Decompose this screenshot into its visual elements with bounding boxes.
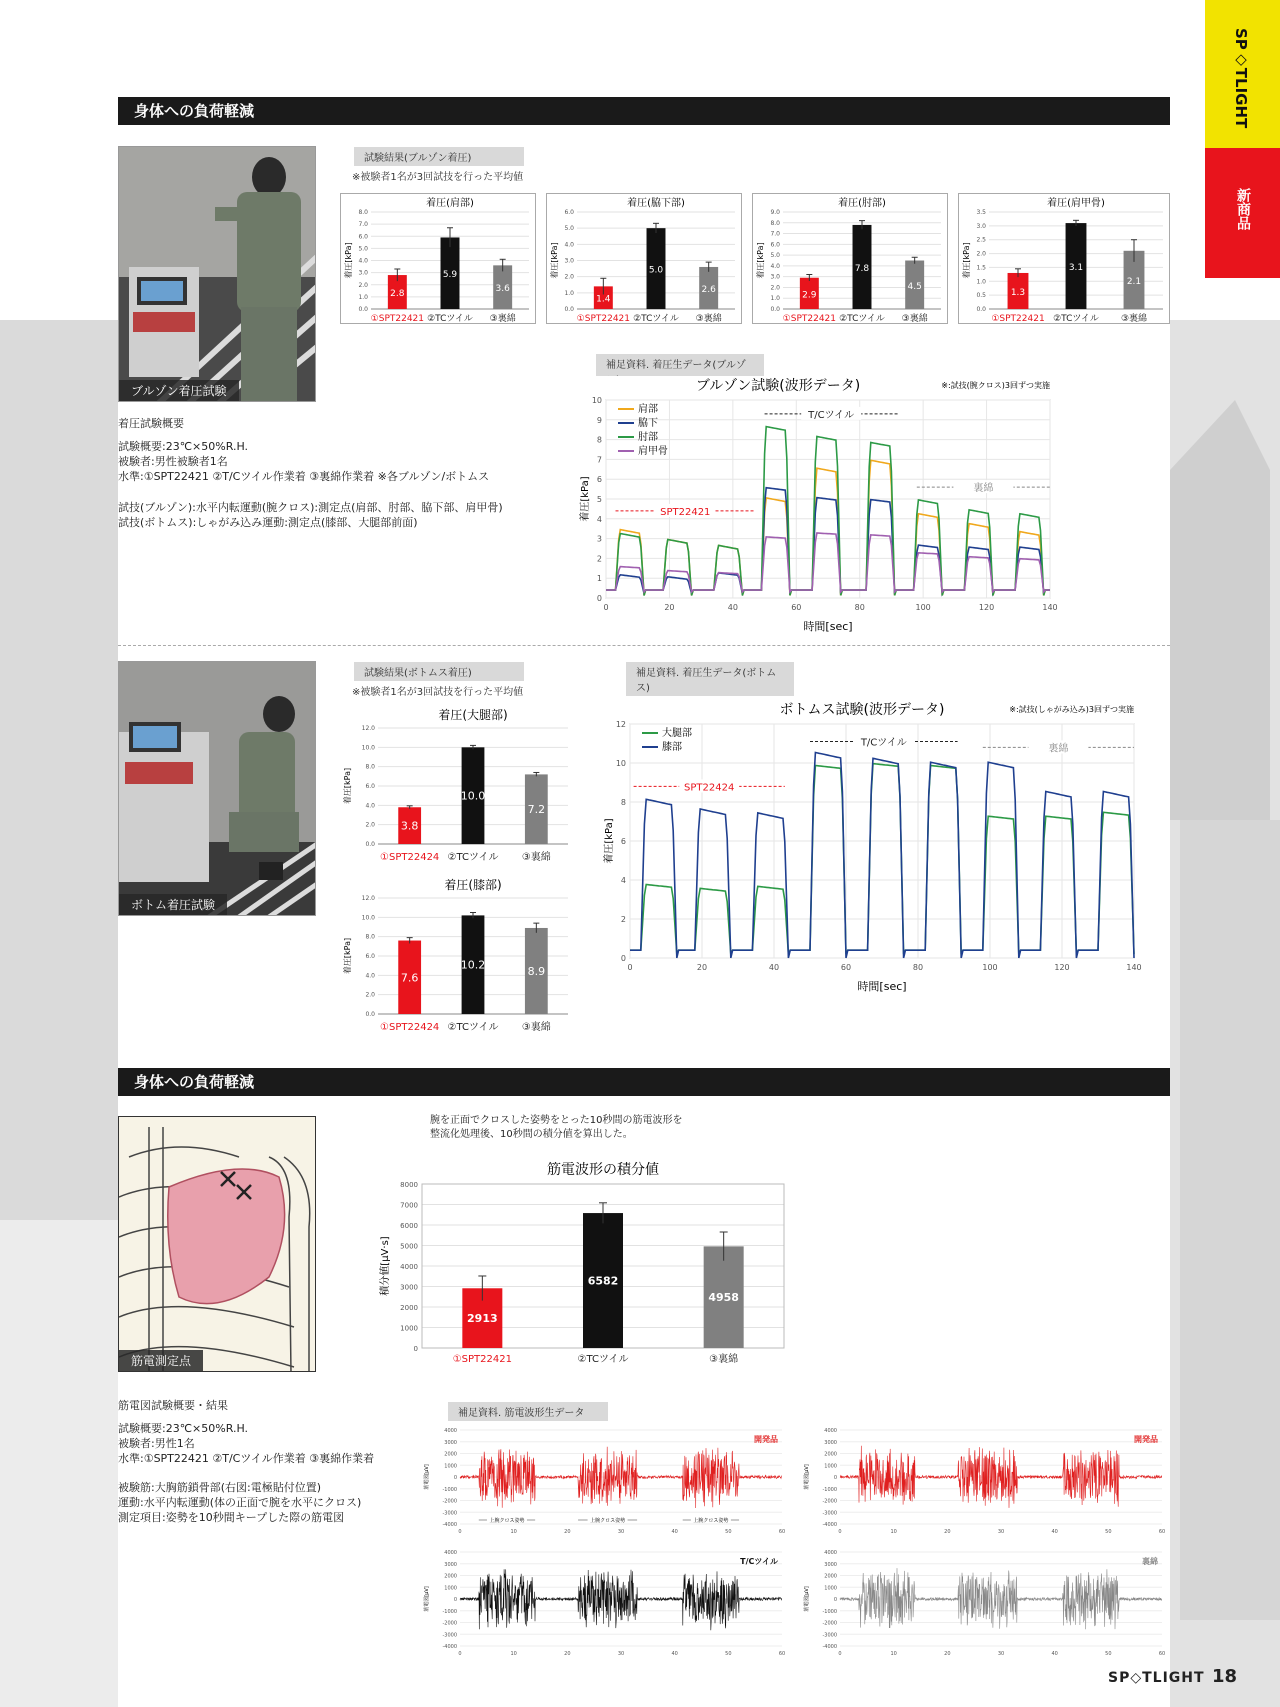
tick-label: -4000 [442, 1644, 457, 1650]
tick-label: 50 [1105, 1529, 1112, 1535]
tick-label: 20 [696, 963, 708, 972]
tick-label: 3 [596, 534, 602, 544]
tick-label: 12 [615, 720, 626, 729]
legend-label: 大腿部 [662, 728, 692, 739]
bottoms-results-note: ※被験者1名が3回試技を行った平均値 [352, 687, 524, 698]
tick-label: -3000 [442, 1510, 457, 1517]
category-label: ②TCツイル [839, 314, 885, 324]
tick-label: 120 [1054, 963, 1070, 972]
tick-label: 40 [671, 1529, 678, 1535]
chart-title: ボトムス試験(波形データ) [779, 702, 945, 718]
photo-caption: ブルゾン着圧試験 [119, 380, 239, 401]
tick-label: 10.0 [361, 744, 375, 752]
tick-label: 0 [458, 1529, 462, 1535]
emg-integral-chart [376, 1158, 794, 1380]
bar-chart-knee [340, 874, 576, 1034]
tick-label: 1000 [444, 1585, 457, 1592]
axis-label: 筋電図[μV] [804, 1464, 810, 1490]
data-label: 5.0 [648, 265, 664, 276]
emg-description [430, 1114, 683, 1142]
overview-line: 運動:水平内転運動(体の正面で腕を水平にクロス) [118, 1496, 362, 1509]
emg-description-line: 腕を正面でクロスした姿勢をとった10秒間の筋電波形を [430, 1115, 683, 1126]
section-title-1: 身体への負荷軽減 [118, 97, 1170, 125]
tick-label: 0.0 [564, 306, 574, 313]
chart-note: ※:試技(しゃがみ込み)3回ずつ実施 [1009, 705, 1134, 714]
tick-label: 10 [890, 1651, 897, 1657]
tick-label: 2.0 [770, 284, 780, 292]
tick-label: 4000 [824, 1428, 837, 1434]
tick-label: 0 [458, 1651, 462, 1657]
annotation-label: SPT22424 [684, 782, 735, 794]
tick-label: 4.0 [365, 972, 375, 980]
tick-label: 0.0 [365, 1011, 375, 1018]
bar-chart-thigh [340, 704, 576, 864]
tick-label: 1.5 [976, 264, 986, 272]
tick-label: 10 [615, 759, 626, 768]
tick-label: 1000 [824, 1585, 837, 1592]
tick-label: 2.5 [976, 236, 986, 244]
tick-label: 0 [838, 1529, 842, 1535]
tick-label: 4000 [444, 1428, 457, 1434]
data-label: 2.1 [1126, 276, 1142, 287]
overview-line: 試技(ボトムス):しゃがみ込み運動:測定点(膝部、大腿部前面) [118, 516, 418, 529]
tick-label: 3.5 [976, 209, 986, 216]
photo-caption: ボトム着圧試験 [119, 894, 227, 915]
tick-label: 8 [620, 798, 626, 807]
tick-label: 8.0 [365, 763, 375, 771]
tick-label: 2000 [824, 1573, 837, 1580]
tick-label: 2000 [444, 1451, 457, 1458]
tick-label: 1.0 [358, 293, 368, 301]
data-label: 6582 [587, 1274, 619, 1288]
category-label: ③裏綿 [695, 314, 722, 324]
data-label: 3.1 [1068, 263, 1084, 274]
annotation-label: T/Cツイル [808, 409, 855, 421]
axis-label: 着圧[kPa] [344, 242, 353, 279]
overview-heading: 筋電図試験概要・結果 [118, 1399, 228, 1412]
tick-label: -4000 [822, 1644, 837, 1650]
tick-label: 50 [1105, 1651, 1112, 1657]
tick-label: 5.0 [564, 225, 574, 233]
tick-label: 30 [997, 1651, 1005, 1657]
overview-line: 被験者:男性1名 [118, 1437, 195, 1450]
tick-label: 0.0 [358, 306, 368, 313]
tick-label: 50 [725, 1651, 732, 1657]
tick-label: 20 [944, 1651, 951, 1657]
data-label: 1.4 [596, 294, 611, 305]
category-label: ②TCツイル [633, 314, 679, 324]
axis-label: 筋電図[μV] [424, 1586, 430, 1612]
category-label: ①SPT22421 [782, 314, 837, 324]
panel-label: 開発品 [754, 1435, 778, 1444]
tick-label: 6.0 [358, 233, 368, 241]
axis-label: 着圧[kPa] [343, 937, 352, 975]
category-label: ②TCツイル [427, 314, 473, 324]
tick-label: 2.0 [564, 273, 574, 281]
tick-label: 5.0 [770, 252, 780, 260]
tick-label: 1.0 [770, 295, 780, 303]
axis-label: 時間[sec] [857, 980, 907, 993]
tick-label: -1000 [442, 1486, 457, 1493]
tick-label: 3000 [444, 1439, 457, 1446]
category-label: ①SPT22421 [576, 314, 631, 324]
axis-label: 筋電図[μV] [424, 1464, 430, 1490]
tick-label: 1.0 [564, 289, 574, 297]
tick-label: 2.0 [358, 281, 368, 289]
tick-label: 40 [1051, 1651, 1058, 1657]
tick-label: 6.0 [564, 209, 574, 216]
tick-label: 0 [833, 1475, 837, 1481]
tick-label: 1.0 [976, 278, 986, 286]
tick-label: 6.0 [365, 953, 375, 960]
tick-label: 6 [596, 475, 602, 485]
tick-label: 2000 [400, 1304, 418, 1312]
overview-line: 水準:①SPT22421 ②T/Cツイル作業着 ③裏綿作業着 [118, 1452, 375, 1465]
bottoms-wave-chart [602, 700, 1142, 996]
tick-label: 0.0 [770, 306, 780, 313]
blouson-results-note: ※被験者1名が3回試技を行った平均値 [352, 172, 524, 183]
tick-label: 3.0 [976, 222, 986, 230]
tick-label: 9.0 [770, 209, 780, 216]
tick-label: 100 [915, 603, 931, 612]
tick-label: 4000 [824, 1550, 837, 1556]
category-label: ②TCツイル [1053, 314, 1099, 324]
tick-label: 6000 [400, 1222, 418, 1230]
data-label: 7.6 [400, 971, 419, 985]
emg-waveform [840, 1446, 1162, 1508]
tick-label: 30 [617, 1651, 625, 1657]
tick-label: 3.0 [770, 273, 780, 281]
emg-description-line: 整流化処理後、10秒間の積分値を算出した。 [430, 1129, 633, 1140]
bottoms-results-chip: 試験結果(ボトムス着圧) [354, 662, 524, 681]
tick-label: 2000 [444, 1573, 457, 1580]
category-label: ③裏綿 [489, 314, 516, 324]
data-label: 4958 [708, 1291, 739, 1305]
axis-label: 着圧[kPa] [756, 242, 765, 279]
posture-label: 上腕クロス姿勢 [693, 1518, 729, 1524]
tick-label: 60 [778, 1529, 786, 1535]
emg-waveform [460, 1569, 782, 1630]
tick-label: 6.0 [365, 783, 375, 790]
tick-label: 20 [664, 603, 675, 612]
legend-label: 膝部 [662, 742, 682, 753]
overview-line: 試験概要:23℃×50%R.H. [118, 1422, 249, 1435]
tick-label: 1 [596, 574, 602, 584]
tick-label: -2000 [822, 1498, 837, 1505]
tick-label: 9 [596, 415, 602, 425]
data-label: 2.6 [701, 284, 716, 295]
tick-label: -2000 [822, 1620, 837, 1627]
tick-label: 7000 [400, 1201, 418, 1210]
tick-label: 100 [982, 963, 998, 972]
legend-label: 肩部 [638, 404, 658, 415]
axis-label: 着圧[kPa] [343, 767, 352, 805]
tick-label: 7.0 [770, 230, 780, 238]
blouson-test-photo [118, 146, 316, 402]
tick-label: 1000 [400, 1324, 418, 1333]
tick-label: 4.0 [365, 802, 375, 810]
data-label: 10.0 [460, 789, 486, 803]
category-label: ③裏綿 [709, 1354, 739, 1365]
tick-label: 3.0 [564, 257, 574, 265]
tick-label: 80 [912, 963, 924, 972]
legend-label: 脇下 [638, 418, 658, 429]
brand-vertical-text: SP◇TLIGHT [1232, 28, 1250, 129]
tick-label: 10 [510, 1651, 517, 1657]
tick-label: 12.0 [361, 895, 375, 902]
tick-label: 5 [596, 495, 602, 504]
overview-heading: 着圧試験概要 [118, 417, 184, 430]
panel-label: 開発品 [1134, 1435, 1158, 1444]
tick-label: 20 [944, 1529, 951, 1535]
blouson-results-chip: 試験結果(ブルゾン着圧) [354, 147, 524, 166]
blouson-wave-chart [578, 376, 1058, 636]
bar-chart-scapula [958, 193, 1170, 324]
tick-label: -3000 [822, 1632, 837, 1639]
tick-label: 4.0 [564, 241, 574, 249]
category-label: ③裏綿 [521, 1022, 551, 1033]
category-label: ①SPT22421 [370, 314, 425, 324]
data-label: 8.9 [527, 964, 546, 978]
tick-label: 60 [791, 603, 802, 612]
tick-label: 8 [596, 435, 602, 445]
tick-label: 8.0 [770, 219, 780, 227]
annotation-label: 裏綿 [1048, 743, 1069, 755]
tick-label: 0 [620, 954, 626, 963]
posture-label: 上腕クロス姿勢 [489, 1518, 525, 1524]
overview-line: 被験筋:大胸筋鎖骨部(右図:電極貼付位置) [118, 1481, 321, 1494]
tick-label: 60 [1158, 1651, 1166, 1657]
tick-label: 0 [833, 1597, 837, 1603]
tick-label: 3.0 [358, 269, 368, 277]
tick-label: 0 [453, 1475, 457, 1481]
tick-label: 60 [840, 963, 852, 972]
tick-label: 50 [725, 1529, 732, 1535]
data-label: 7.8 [854, 263, 870, 274]
tick-label: 80 [854, 603, 865, 612]
tick-label: 7 [596, 455, 602, 465]
tick-label: 12.0 [361, 725, 375, 732]
tick-label: -4000 [442, 1522, 457, 1528]
chart-title: 着圧(大腿部) [438, 708, 508, 722]
tick-label: 7.0 [358, 221, 368, 229]
chart-title: 着圧(肘部) [838, 198, 886, 209]
panel-label: 裏綿 [1142, 1557, 1158, 1566]
annotation-label: T/Cツイル [860, 737, 907, 749]
tick-label: 0.5 [976, 292, 986, 300]
data-label: 4.5 [907, 281, 922, 292]
tick-label: 10.0 [361, 914, 375, 922]
tick-label: 4 [596, 514, 602, 524]
tick-label: 0 [603, 603, 609, 612]
section-divider [118, 645, 1170, 646]
tick-label: 0 [838, 1651, 842, 1657]
tick-label: -2000 [442, 1620, 457, 1627]
tick-label: 1000 [444, 1463, 457, 1470]
legend-label: 肘部 [638, 432, 658, 443]
emg-raw-panel-4 [800, 1546, 1170, 1661]
tick-label: 10 [510, 1529, 517, 1535]
category-label: ②TCツイル [447, 1022, 499, 1033]
tick-label: 60 [1158, 1529, 1166, 1535]
emg-raw-panel-1 [420, 1424, 790, 1539]
tick-label: 30 [617, 1529, 625, 1535]
data-label: 1.3 [1010, 287, 1026, 298]
tick-label: 40 [671, 1651, 678, 1657]
tick-label: 4.0 [358, 257, 368, 265]
tick-label: -1000 [442, 1608, 457, 1615]
tick-label: 5000 [400, 1242, 418, 1251]
tick-label: -4000 [822, 1522, 837, 1528]
data-label: 2913 [467, 1312, 498, 1326]
tick-label: 0.0 [365, 841, 375, 848]
tick-label: 0 [453, 1597, 457, 1603]
chart-title: ブルゾン試験(波形データ) [695, 378, 861, 394]
category-label: ①SPT22424 [380, 1022, 440, 1033]
data-label: 2.8 [390, 289, 405, 300]
axis-label: 着圧[kPa] [962, 242, 971, 279]
tick-label: 0 [413, 1345, 418, 1353]
tick-label: 2 [620, 915, 626, 924]
posture-label: 上腕クロス姿勢 [590, 1518, 626, 1524]
section-title-2: 身体への負荷軽減 [118, 1068, 1170, 1096]
emg-waveform [840, 1568, 1162, 1629]
category-label: ②TCツイル [577, 1354, 629, 1365]
chart-title: 着圧(膝部) [444, 878, 502, 892]
bottoms-wave-chip: 補足資料. 着圧生データ(ボトムス) [626, 662, 794, 696]
category-label: ③裏綿 [901, 314, 928, 324]
tick-label: -3000 [442, 1632, 457, 1639]
tick-label: 2 [596, 554, 602, 564]
overview-line: 試験概要:23℃×50%R.H. [118, 440, 249, 453]
axis-label: 着圧[kPa] [550, 242, 559, 279]
axis-label: 着圧[kPa] [604, 818, 615, 864]
axis-label: 時間[sec] [803, 620, 853, 633]
photo-caption: 筋電測定点 [119, 1350, 203, 1371]
overview-line: 測定項目:姿勢を10秒間キープした際の筋電図 [118, 1511, 345, 1524]
tick-label: -1000 [822, 1486, 837, 1493]
tick-label: 8.0 [365, 933, 375, 941]
data-label: 10.2 [460, 958, 486, 972]
new-product-vertical-text: 新商品 [1235, 188, 1251, 230]
overview-line: 試技(ブルゾン):水平内転運動(腕クロス):測定点(肩部、肘部、脇下部、肩甲骨) [118, 501, 503, 514]
bar-chart-shoulder [340, 193, 536, 324]
panel-label: T/Cツイル [740, 1557, 778, 1566]
tick-label: 4.0 [770, 262, 780, 270]
overview-line: 水準:①SPT22421 ②T/Cツイル作業着 ③裏綿作業着 ※各ブルゾン/ボトムス [118, 470, 490, 483]
tick-label: 0 [596, 594, 602, 603]
axis-label: 積分値[μV·s] [380, 1236, 391, 1296]
chart-title: 着圧(脇下部) [627, 198, 685, 209]
tick-label: 140 [1042, 603, 1058, 612]
bar-chart-elbow [752, 193, 948, 324]
page-number: 18 [1212, 1666, 1238, 1687]
bottoms-test-photo [118, 661, 316, 916]
tick-label: 20 [564, 1651, 571, 1657]
emg-raw-panel-3 [420, 1546, 790, 1661]
annotation-label: 裏綿 [973, 483, 994, 495]
category-label: ①SPT22421 [991, 314, 1045, 324]
tick-label: 4 [620, 876, 626, 885]
emg-raw-chip: 補足資料. 筋電波形生データ [448, 1402, 608, 1421]
legend-label: 肩甲骨 [638, 446, 668, 457]
tick-label: 0.0 [976, 306, 986, 313]
annotation-label: SPT22421 [660, 506, 711, 518]
category-label: ③裏綿 [521, 852, 551, 863]
data-label: 7.2 [527, 803, 546, 817]
tick-label: 3000 [824, 1439, 837, 1446]
tick-label: 0 [627, 963, 633, 972]
tick-label: 3000 [824, 1561, 837, 1568]
category-label: ③裏綿 [1120, 314, 1148, 324]
tick-label: 2.0 [976, 250, 986, 258]
tick-label: 10 [890, 1529, 897, 1535]
emg-test-overview [118, 1398, 408, 1525]
tick-label: 8.0 [358, 209, 368, 216]
footer-brand: SP◇TLIGHT [1108, 1670, 1205, 1686]
tick-label: 10 [591, 396, 602, 405]
tick-label: 60 [778, 1651, 786, 1657]
tick-label: 30 [997, 1529, 1005, 1535]
category-label: ①SPT22424 [380, 852, 440, 863]
emg-measurement-illustration [118, 1116, 316, 1372]
tick-label: 20 [564, 1529, 571, 1535]
bar-chart-underarm [546, 193, 742, 324]
axis-label: 着圧[kPa] [580, 476, 591, 522]
emg-waveform [460, 1447, 782, 1508]
tick-label: 3000 [444, 1561, 457, 1568]
tick-label: 140 [1126, 963, 1142, 972]
chart-title: 着圧(肩部) [426, 198, 474, 209]
tick-label: -2000 [442, 1498, 457, 1505]
data-label: 3.8 [400, 819, 419, 833]
tick-label: 4000 [400, 1263, 418, 1271]
axis-label: 筋電図[μV] [804, 1586, 810, 1612]
tick-label: 1000 [824, 1463, 837, 1470]
data-label: 3.6 [495, 284, 510, 295]
blouson-wave-chip: 補足資料. 着圧生データ(ブルゾ [596, 354, 764, 388]
tick-label: 40 [1051, 1529, 1058, 1535]
tick-label: 120 [978, 603, 995, 612]
tick-label: 2000 [824, 1451, 837, 1458]
tick-label: 4000 [444, 1550, 457, 1556]
category-label: ②TCツイル [447, 852, 499, 863]
tick-label: -1000 [822, 1608, 837, 1615]
category-label: ①SPT22421 [452, 1354, 512, 1365]
tick-label: 6.0 [770, 241, 780, 249]
tick-label: 40 [727, 603, 738, 612]
tick-label: 5.0 [358, 245, 368, 253]
data-label: 5.9 [442, 270, 458, 281]
data-label: 2.9 [802, 290, 817, 301]
tick-label: 3000 [400, 1283, 418, 1292]
chart-note: ※:試技(腕クロス)3回ずつ実施 [941, 381, 1050, 390]
tick-label: 40 [768, 963, 780, 972]
tick-label: 2.0 [365, 991, 375, 999]
emg-raw-panel-2 [800, 1424, 1170, 1539]
tick-label: 8000 [400, 1181, 418, 1189]
overview-line: 被験者:男性被験者1名 [118, 455, 228, 468]
pressure-test-overview [118, 416, 518, 530]
chart-title: 着圧(肩甲骨) [1047, 198, 1105, 209]
tick-label: 2.0 [365, 821, 375, 829]
tick-label: -3000 [822, 1510, 837, 1517]
tick-label: 6 [620, 837, 626, 846]
chart-title: 筋電波形の積分値 [547, 1162, 659, 1178]
